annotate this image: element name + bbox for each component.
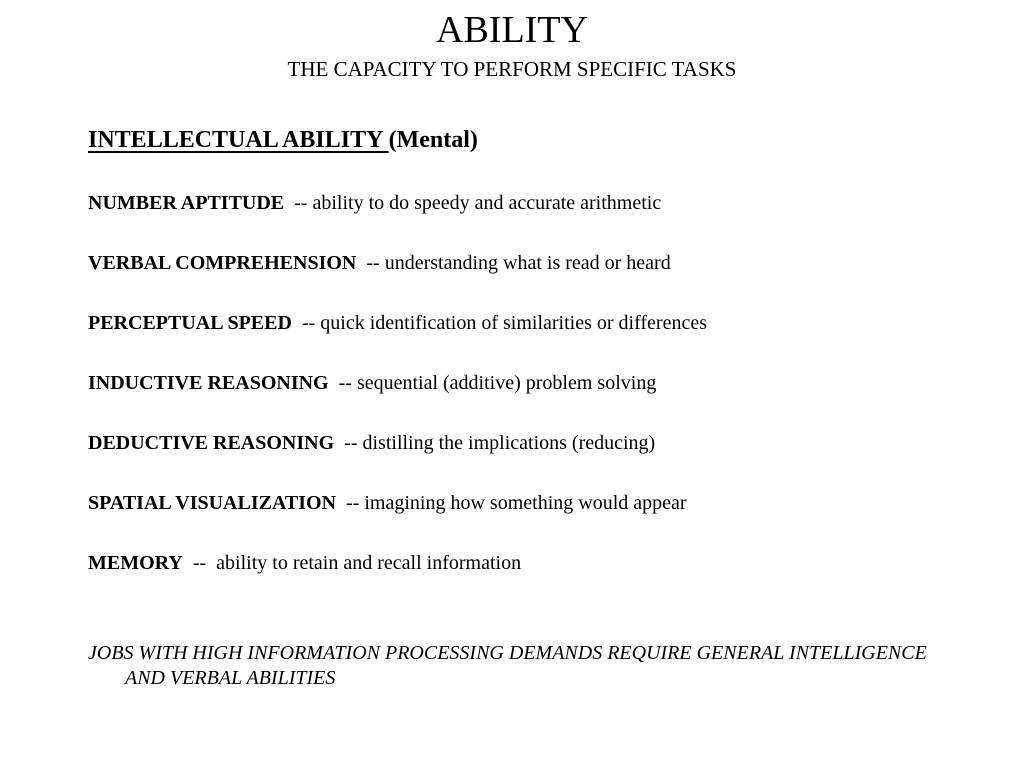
ability-item-deductive-reasoning (88, 429, 707, 489)
ability-name: SPATIAL VISUALIZATION (88, 492, 337, 514)
ability-item-spatial-visualization (88, 489, 707, 549)
ability-item-verbal-comprehension (88, 249, 707, 309)
closing-note: JOBS WITH HIGH INFORMATION PROCESSING DEMANDS REQUIRE GENERAL INTELLIGENCE AND VERBAL ABILITIES (88, 642, 927, 689)
ability-description: sequential (additive) problem solving (356, 372, 657, 394)
ability-item-perceptual-speed (88, 309, 707, 369)
slide-title: ABILITY (436, 9, 588, 51)
ability-description: ability to do speedy and accurate arithmetic (312, 192, 662, 214)
ability-name: VERBAL COMPREHENSION (88, 252, 357, 274)
ability-description: understanding what is read or heard (384, 252, 671, 274)
ability-item-memory (88, 549, 707, 609)
ability-separator: -- (291, 312, 321, 334)
ability-separator: -- (182, 552, 217, 574)
ability-name: PERCEPTUAL SPEED (88, 312, 292, 334)
section-heading (88, 125, 478, 155)
ability-name: DEDUCTIVE REASONING (88, 432, 335, 454)
ability-separator: -- (336, 492, 365, 514)
ability-description: ability to retain and recall information (216, 552, 522, 574)
ability-item-number-aptitude (88, 189, 707, 249)
ability-name: NUMBER APTITUDE (88, 192, 285, 214)
ability-description: quick identification of similarities or differences (320, 312, 707, 334)
ability-separator: -- (328, 372, 357, 394)
ability-list (88, 189, 707, 609)
ability-name: MEMORY (88, 552, 183, 574)
ability-description: distilling the implications (reducing) (362, 432, 656, 454)
ability-name: INDUCTIVE REASONING (88, 372, 329, 394)
ability-separator: -- (284, 192, 313, 214)
ability-separator: -- (356, 252, 385, 274)
ability-separator: -- (334, 432, 363, 454)
section-heading-title: INTELLECTUAL ABILITY (88, 127, 389, 153)
slide-subtitle: THE CAPACITY TO PERFORM SPECIFIC TASKS (287, 57, 737, 81)
section-heading-qualifier: (Mental) (388, 127, 478, 153)
ability-item-inductive-reasoning (88, 369, 707, 429)
ability-description: imagining how something would appear (364, 492, 687, 514)
